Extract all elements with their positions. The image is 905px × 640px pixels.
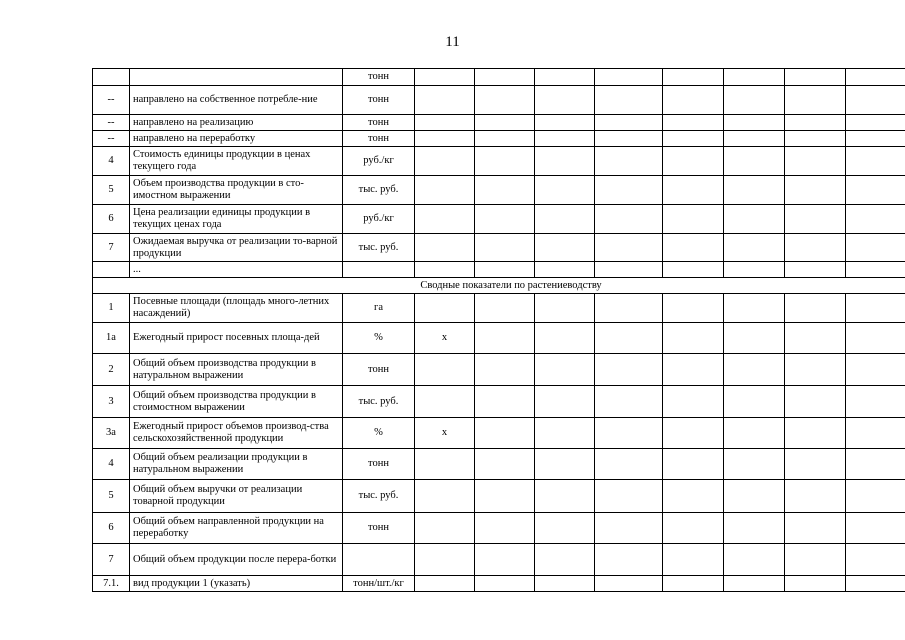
value-cell: [785, 323, 846, 354]
value-cell: [475, 576, 535, 592]
value-cell: [535, 86, 595, 115]
value-cell: [595, 386, 663, 418]
row-number: [93, 262, 130, 278]
unit-cell: [343, 544, 415, 576]
value-cell: [475, 115, 535, 131]
value-cell: [663, 176, 724, 205]
value-cell: [415, 176, 475, 205]
value-cell: [535, 323, 595, 354]
row-number: 7: [93, 544, 130, 576]
unit-cell: тыс. руб.: [343, 176, 415, 205]
indicator-name: Стоимость единицы продукции в ценах текущего года: [130, 147, 343, 176]
unit-cell: тыс. руб.: [343, 234, 415, 262]
table-row: [93, 86, 905, 115]
value-cell: [595, 418, 663, 449]
unit-cell: тыс. руб.: [343, 480, 415, 513]
section-title: Сводные показатели по растениеводству: [93, 278, 905, 294]
value-cell: [535, 205, 595, 234]
value-cell: [535, 147, 595, 176]
row-number: 6: [93, 513, 130, 544]
table-row: [93, 513, 905, 544]
value-cell: [535, 176, 595, 205]
value-cell: [535, 513, 595, 544]
unit-cell: тонн: [343, 131, 415, 147]
value-cell: [663, 115, 724, 131]
value-cell: [595, 69, 663, 86]
value-cell: [535, 449, 595, 480]
value-cell: [535, 480, 595, 513]
section-row: [93, 278, 905, 294]
value-cell: [595, 480, 663, 513]
value-cell: [846, 234, 905, 262]
row-number: 5: [93, 176, 130, 205]
value-cell: [785, 176, 846, 205]
value-cell: [846, 449, 905, 480]
value-cell: [785, 354, 846, 386]
value-cell: [415, 480, 475, 513]
value-cell: [595, 147, 663, 176]
page-number: 11: [445, 34, 460, 50]
value-cell: [785, 147, 846, 176]
value-cell: [535, 576, 595, 592]
row-number: --: [93, 86, 130, 115]
value-cell: [415, 576, 475, 592]
value-cell: [785, 262, 846, 278]
unit-cell: тонн: [343, 86, 415, 115]
value-cell: [724, 69, 785, 86]
indicator-name: [130, 69, 343, 86]
value-cell: [846, 480, 905, 513]
table-body-bottom: [93, 294, 905, 592]
value-cell: [663, 480, 724, 513]
row-number: 1: [93, 294, 130, 323]
value-cell: [724, 418, 785, 449]
row-number: 4: [93, 449, 130, 480]
value-cell: [724, 294, 785, 323]
value-cell: [595, 205, 663, 234]
value-cell: [846, 176, 905, 205]
unit-cell: %: [343, 323, 415, 354]
value-cell: [415, 147, 475, 176]
value-cell: [663, 544, 724, 576]
value-cell: [724, 354, 785, 386]
value-cell: [663, 147, 724, 176]
value-cell: [785, 449, 846, 480]
value-cell: [785, 86, 846, 115]
value-cell: [846, 418, 905, 449]
value-cell: [724, 323, 785, 354]
value-cell: [846, 354, 905, 386]
indicator-name: Объем производства продукции в сто-имостном выражении: [130, 176, 343, 205]
table-row: [93, 294, 905, 323]
unit-cell: руб./кг: [343, 147, 415, 176]
value-cell: [724, 115, 785, 131]
value-cell: [475, 544, 535, 576]
value-cell: [475, 234, 535, 262]
value-cell: [846, 294, 905, 323]
value-cell: [595, 323, 663, 354]
value-cell: [415, 386, 475, 418]
value-cell: [724, 147, 785, 176]
table-row: [93, 449, 905, 480]
table-row: [93, 576, 905, 592]
value-cell: [595, 513, 663, 544]
table-row: [93, 480, 905, 513]
value-cell: [535, 234, 595, 262]
value-cell: [785, 576, 846, 592]
indicators-table: [92, 68, 905, 592]
value-cell: [595, 131, 663, 147]
value-cell: [663, 131, 724, 147]
value-cell: [663, 86, 724, 115]
unit-cell: %: [343, 418, 415, 449]
value-cell: [535, 262, 595, 278]
value-cell: [415, 69, 475, 86]
value-cell: [415, 131, 475, 147]
value-cell: [846, 115, 905, 131]
value-cell: [724, 86, 785, 115]
value-cell: [785, 234, 846, 262]
indicator-name: Ежегодный прирост посевных площа-дей: [130, 323, 343, 354]
unit-cell: руб./кг: [343, 205, 415, 234]
table-body-top: [93, 69, 905, 278]
value-cell: [535, 544, 595, 576]
value-cell: [475, 449, 535, 480]
value-cell: [475, 69, 535, 86]
table-row: [93, 115, 905, 131]
table-row: [93, 176, 905, 205]
value-cell: [475, 513, 535, 544]
value-cell: [595, 262, 663, 278]
row-number: [93, 69, 130, 86]
value-cell: [663, 386, 724, 418]
value-cell: [846, 147, 905, 176]
value-cell: [595, 86, 663, 115]
value-cell: [415, 262, 475, 278]
table-row: [93, 354, 905, 386]
indicator-name: Общий объем выручки от реализации товарной продукции: [130, 480, 343, 513]
value-cell: [846, 386, 905, 418]
value-cell: [724, 449, 785, 480]
value-cell: [475, 86, 535, 115]
value-cell: [724, 576, 785, 592]
row-number: 7: [93, 234, 130, 262]
value-cell: [595, 294, 663, 323]
table-row: [93, 205, 905, 234]
row-number: 4: [93, 147, 130, 176]
value-cell: [415, 294, 475, 323]
value-cell: [535, 294, 595, 323]
value-cell: [724, 234, 785, 262]
value-cell: [475, 262, 535, 278]
value-cell: [785, 205, 846, 234]
unit-cell: тыс. руб.: [343, 386, 415, 418]
value-cell: [724, 205, 785, 234]
value-cell: [595, 544, 663, 576]
value-cell: [663, 205, 724, 234]
indicator-name: направлено на собственное потребле-ние: [130, 86, 343, 115]
value-cell: [475, 131, 535, 147]
indicator-name: Общий объем продукции после перера-ботки: [130, 544, 343, 576]
table-row: [93, 131, 905, 147]
value-cell: [846, 69, 905, 86]
value-cell: [475, 294, 535, 323]
value-cell: [846, 544, 905, 576]
value-cell: [663, 234, 724, 262]
value-cell: [663, 294, 724, 323]
value-cell: [535, 386, 595, 418]
row-number: 3: [93, 386, 130, 418]
value-cell: [785, 513, 846, 544]
value-cell: [663, 449, 724, 480]
value-cell: [663, 576, 724, 592]
unit-cell: га: [343, 294, 415, 323]
value-cell: [475, 418, 535, 449]
value-cell: [535, 69, 595, 86]
row-number: 6: [93, 205, 130, 234]
value-cell: [475, 354, 535, 386]
value-cell: [785, 115, 846, 131]
value-cell: [846, 323, 905, 354]
value-cell: [595, 354, 663, 386]
value-cell: [415, 544, 475, 576]
value-cell: [724, 131, 785, 147]
value-cell: [535, 418, 595, 449]
value-cell: [475, 147, 535, 176]
value-cell: [415, 449, 475, 480]
indicator-name: направлено на реализацию: [130, 115, 343, 131]
value-cell: [415, 513, 475, 544]
value-cell: [785, 294, 846, 323]
row-number: 2: [93, 354, 130, 386]
unit-cell: тонн: [343, 69, 415, 86]
value-cell: [785, 131, 846, 147]
table-row: [93, 323, 905, 354]
row-number: --: [93, 115, 130, 131]
table-row: [93, 69, 905, 86]
value-cell: [595, 176, 663, 205]
table-row: [93, 262, 905, 278]
unit-cell: [343, 262, 415, 278]
unit-cell: тонн: [343, 354, 415, 386]
row-number: 5: [93, 480, 130, 513]
value-cell: [663, 513, 724, 544]
indicator-name: Общий объем производства продукции в стоимостном выражении: [130, 386, 343, 418]
table-row: [93, 234, 905, 262]
value-cell: [415, 115, 475, 131]
value-cell: [663, 354, 724, 386]
value-cell: [475, 205, 535, 234]
value-cell: [415, 205, 475, 234]
value-cell: [595, 234, 663, 262]
table-row: [93, 147, 905, 176]
value-cell: [846, 205, 905, 234]
value-cell: [595, 576, 663, 592]
unit-cell: тонн/шт./кг: [343, 576, 415, 592]
value-cell: [663, 418, 724, 449]
value-cell: [475, 386, 535, 418]
row-number: 1а: [93, 323, 130, 354]
indicator-name: Цена реализации единицы продукции в текущих ценах года: [130, 205, 343, 234]
value-cell: [724, 386, 785, 418]
value-cell: [595, 449, 663, 480]
indicator-name: Общий объем производства продукции в натуральном выражении: [130, 354, 343, 386]
value-cell: [663, 262, 724, 278]
value-cell: [475, 480, 535, 513]
indicator-name: Общий объем реализации продукции в натуральном выражении: [130, 449, 343, 480]
value-cell: [415, 86, 475, 115]
value-cell: [724, 480, 785, 513]
row-number: --: [93, 131, 130, 147]
value-cell: [785, 386, 846, 418]
value-cell: [415, 234, 475, 262]
value-cell: х: [415, 418, 475, 449]
value-cell: [724, 513, 785, 544]
unit-cell: тонн: [343, 449, 415, 480]
value-cell: [846, 86, 905, 115]
value-cell: х: [415, 323, 475, 354]
table-section: [93, 278, 905, 294]
value-cell: [846, 513, 905, 544]
value-cell: [663, 323, 724, 354]
value-cell: [724, 544, 785, 576]
indicator-name: Посевные площади (площадь много-летних насаждений): [130, 294, 343, 323]
unit-cell: тонн: [343, 513, 415, 544]
value-cell: [535, 131, 595, 147]
value-cell: [785, 480, 846, 513]
value-cell: [724, 176, 785, 205]
indicator-name: ...: [130, 262, 343, 278]
table-row: [93, 544, 905, 576]
value-cell: [846, 576, 905, 592]
row-number: 3а: [93, 418, 130, 449]
indicator-name: Ожидаемая выручка от реализации то-варной продукции: [130, 234, 343, 262]
value-cell: [535, 354, 595, 386]
value-cell: [846, 262, 905, 278]
table-row: [93, 386, 905, 418]
value-cell: [475, 323, 535, 354]
indicator-name: Ежегодный прирост объемов производ-ства сельскохозяйственной продукции: [130, 418, 343, 449]
value-cell: [785, 544, 846, 576]
value-cell: [535, 115, 595, 131]
value-cell: [595, 115, 663, 131]
unit-cell: тонн: [343, 115, 415, 131]
value-cell: [846, 131, 905, 147]
indicator-name: направлено на переработку: [130, 131, 343, 147]
value-cell: [785, 69, 846, 86]
table-row: [93, 418, 905, 449]
value-cell: [785, 418, 846, 449]
value-cell: [415, 354, 475, 386]
value-cell: [663, 69, 724, 86]
indicator-name: вид продукции 1 (указать): [130, 576, 343, 592]
indicator-name: Общий объем направленной продукции на переработку: [130, 513, 343, 544]
row-number: 7.1.: [93, 576, 130, 592]
value-cell: [475, 176, 535, 205]
value-cell: [724, 262, 785, 278]
